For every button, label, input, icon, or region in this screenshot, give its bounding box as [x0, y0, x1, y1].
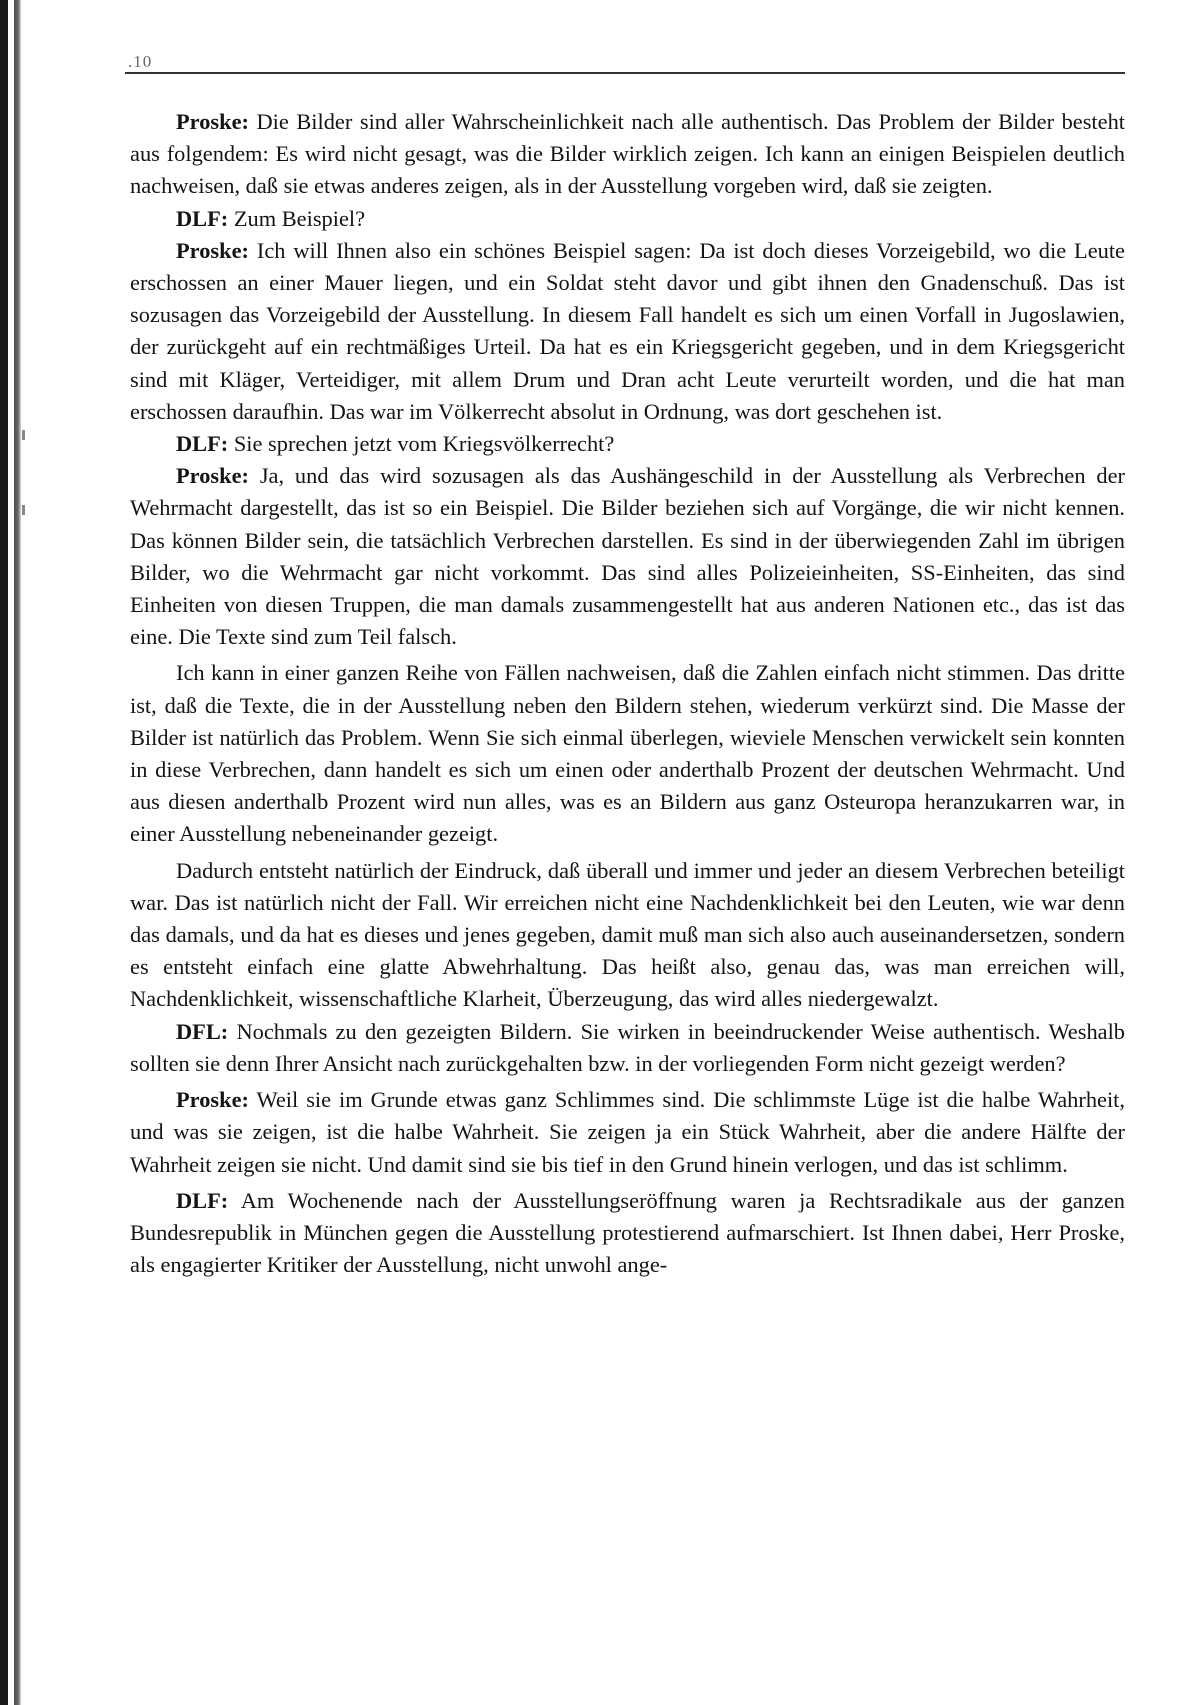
speaker-label: DLF: [176, 431, 229, 457]
paragraph [130, 106, 1125, 203]
paragraph-text: Weil sie im Grunde etwas ganz Schlimmes sind. Die schlimmste Lüge ist die halbe Wahrheit, und was sie zeigen, ist die halbe Wahrheit. Sie zeigen ja ein Stück Wahrheit, aber die andere Hälfte der Wahrheit zeigen sie nicht. Und damit sind sie bis tief in den Grund hinein verlogen, und das ist schlimm. [130, 1087, 1125, 1177]
paragraph [130, 1016, 1125, 1080]
paragraph-text: Dadurch entsteht natürlich der Eindruck, daß überall und immer und jeder an diesem Verbrechen beteiligt war. Das ist natürlich nicht der Fall. Wir erreichen nicht eine Nachdenklichkeit bei den Leuten, wie war denn das damals, und da hat es dieses und jenes gegeben, damit muß man sich also auch auseinandersetzen, sondern es entsteht einfach eine glatte Abwehrhaltung. Das heißt also, genau das, was man erreichen will, Nachdenklichkeit, wissenschaftliche Klarheit, Überzeugung, das wird alles niedergewalzt. [130, 857, 1125, 1012]
paragraph [130, 855, 1125, 1016]
speaker-label: DLF: [176, 205, 229, 231]
paragraph-text: Ich kann in einer ganzen Reihe von Fällen nachweisen, daß die Zahlen einfach nicht stimmen. Das dritte ist, daß die Texte, die in der Ausstellung neben den Bildern stehen, wiederum verkürzt sind. Die Masse der Bilder ist natürlich das Problem. Wenn Sie sich einmal überlegen, wieviele Menschen verwickelt sein konnten in diese Verbrechen, dann handelt es sich um einen oder anderthalb Prozent der deutschen Wehrmacht. Und aus diesen anderthalb Prozent wird nun alles, was es an Bildern aus ganz Osteuropa heranzukarren war, in einer Ausstellung nebeneinander gezeigt. [130, 660, 1125, 847]
paragraph [130, 235, 1125, 428]
paragraph [130, 428, 1125, 460]
paragraph [130, 657, 1125, 850]
paragraph-text: Die Bilder sind aller Wahrscheinlichkeit nach alle authentisch. Das Problem der Bilder besteht aus folgendem: Es wird nicht gesagt, was die Bilder wirklich zeigen. Ich kann an einigen Beispielen deutlich nachweisen, daß sie etwas anderes zeigen, als in der Ausstellung vorgeben wird, daß sie zeigten. [130, 109, 1125, 199]
paragraph-text: Ich will Ihnen also ein schönes Beispiel sagen: Da ist doch dieses Vorzeigebild, wo die Leute erschossen an einer Mauer liegen, und ein Soldat steht davor und gibt ihnen den Gnadenschuß. Das ist sozusagen das Vorzeigebild der Ausstellung. In diesem Fall handelt es sich um einen Vorfall in Jugoslawien, der zurückgeht auf ein rechtmäßiges Urteil. Da hat es ein Kriegsgericht gegeben, und in dem Kriegsgericht sind mit Kläger, Verteidiger, mit allem Drum und Dran acht Leute verurteilt worden, und die hat man erschossen daraufhin. Das war im Völkerrecht absolut in Ordnung, was dort geschehen ist. [130, 237, 1125, 424]
scan-speck [22, 505, 25, 515]
paragraph [130, 1084, 1125, 1181]
paragraph-text: Ja, und das wird sozusagen als das Aushängeschild in der Ausstellung als Verbrechen der Wehrmacht dargestellt, das ist so ein Beispiel. Die Bilder beziehen sich auf Vorgänge, die wir nicht kennen. Das können Bilder sein, die tatsächlich Verbrechen darstellen. Es sind in der überwiegenden Zahl im übrigen Bilder, wo die Wehrmacht gar nicht vorkommt. Das sind alles Polizeieinheiten, SS-Einheiten, das sind Einheiten von diesen Truppen, die man damals zusammengestellt hat aus anderen Nationen etc., das ist das eine. Die Texte sind zum Teil falsch. [130, 463, 1125, 650]
paragraph [130, 203, 1125, 235]
interview-text [130, 106, 1125, 1281]
header-rule [125, 72, 1125, 74]
paragraph [130, 1185, 1125, 1282]
paragraph-text: Nochmals zu den gezeigten Bildern. Sie wirken in beeindruckender Weise authentisch. Weshalb sollten sie denn Ihrer Ansicht nach zurückgehalten bzw. in der vorliegenden Form nicht gezeigt werden? [130, 1018, 1125, 1076]
page-binding-shadow [0, 0, 8, 1705]
speaker-label: Proske: [176, 109, 249, 134]
paragraph-text: Zum Beispiel? [228, 205, 366, 231]
paragraph-text: Sie sprechen jetzt vom Kriegsvölkerrecht? [228, 431, 615, 457]
paragraph-text: Am Wochenende nach der Ausstellungseröffnung waren ja Rechtsradikale aus der ganzen Bundesrepublik in München gegen die Ausstellung protestierend aufmarschiert. Ist Ihnen dabei, Herr Proske, als engagierter Kritiker der Ausstellung, nicht unwohl ange- [130, 1187, 1125, 1278]
scan-speck [22, 430, 25, 440]
page-binding-gutter [14, 0, 21, 1705]
page-number: .10 [128, 52, 153, 71]
speaker-label: Proske: [176, 237, 249, 263]
speaker-label: Proske: [176, 1087, 249, 1113]
speaker-label: Proske: [176, 463, 249, 489]
speaker-label: DFL: [176, 1018, 229, 1044]
speaker-label: DLF: [176, 1187, 229, 1213]
paragraph [130, 460, 1125, 653]
